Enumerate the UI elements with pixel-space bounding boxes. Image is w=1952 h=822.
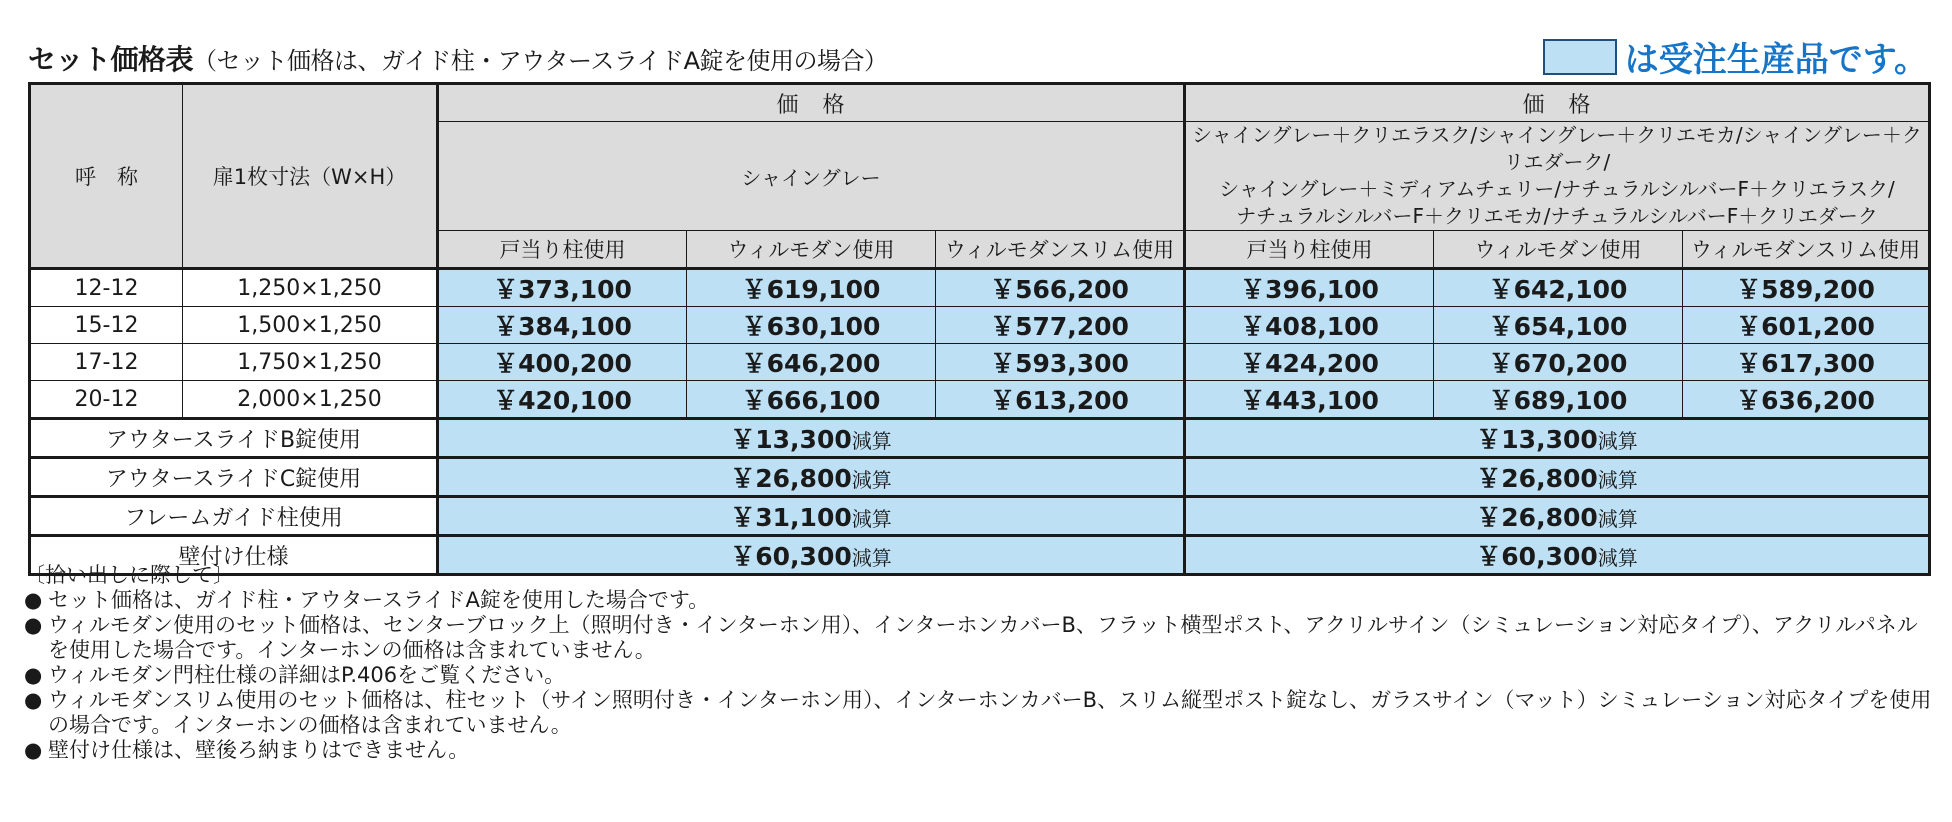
legend xyxy=(1543,32,1928,81)
page-header xyxy=(28,30,1928,80)
adjustment-label: アウタースライドB錠使用 xyxy=(30,419,438,458)
bullet-icon: ● xyxy=(24,688,43,712)
adjustment-amount: ￥60,300 xyxy=(730,542,852,571)
note-item xyxy=(24,588,1934,613)
price-cell: ￥396,100 xyxy=(1185,269,1434,307)
adjustment-row xyxy=(30,497,1930,536)
price-cell: ￥630,100 xyxy=(687,307,936,344)
note-text: ウィルモダン門柱仕様の詳細はP.406をご覧ください。 xyxy=(48,663,566,687)
header-name: 呼 称 xyxy=(30,84,183,269)
adjustment-suffix: 減算 xyxy=(1597,546,1638,570)
adjustment-suffix: 減算 xyxy=(851,507,892,531)
note-text: セット価格は、ガイド柱・アウタースライドA錠を使用した場合です。 xyxy=(48,588,710,612)
color-line: ナチュラルシルバーF＋クリエモカ/ナチュラルシルバーF＋クリエダーク xyxy=(1236,204,1878,228)
price-cell: ￥577,200 xyxy=(936,307,1185,344)
header-size: 扉1枚寸法（W×H） xyxy=(183,84,438,269)
adjustment-suffix: 減算 xyxy=(1597,468,1638,492)
price-cell: ￥400,200 xyxy=(438,344,687,381)
note-item xyxy=(24,738,1934,763)
notes-section xyxy=(24,563,1934,763)
adjustment-value-1 xyxy=(438,497,1185,536)
bullet-icon: ● xyxy=(24,588,43,612)
title-subtitle: （セット価格は、ガイド柱・アウタースライドA錠を使用の場合） xyxy=(193,47,888,75)
price-cell: ￥443,100 xyxy=(1185,381,1434,419)
price-cell: ￥654,100 xyxy=(1434,307,1683,344)
price-cell: ￥670,200 xyxy=(1434,344,1683,381)
legend-swatch xyxy=(1543,39,1617,75)
note-item xyxy=(24,613,1934,663)
note-text: 壁付け仕様は、壁後ろ納まりはできません。 xyxy=(48,738,470,762)
note-item xyxy=(24,688,1934,738)
adjustment-amount: ￥13,300 xyxy=(730,425,852,454)
notes-heading: 〔拾い出しに際して〕 xyxy=(24,563,234,587)
adjustment-value-2 xyxy=(1185,419,1930,458)
adjustment-suffix: 減算 xyxy=(851,468,892,492)
subheader-cell: ウィルモダンスリム使用 xyxy=(1683,231,1930,269)
row-name: 17-12 xyxy=(30,344,183,381)
adjustment-amount: ￥60,300 xyxy=(1476,542,1598,571)
subheader-cell: ウィルモダン使用 xyxy=(687,231,936,269)
adjustment-suffix: 減算 xyxy=(1597,507,1638,531)
adjustment-amount: ￥26,800 xyxy=(1476,503,1598,532)
adjustment-suffix: 減算 xyxy=(851,546,892,570)
price-cell: ￥636,200 xyxy=(1683,381,1930,419)
price-cell: ￥593,300 xyxy=(936,344,1185,381)
adjustment-amount: ￥13,300 xyxy=(1476,425,1598,454)
adjustment-amount: ￥26,800 xyxy=(1476,464,1598,493)
price-cell: ￥589,200 xyxy=(1683,269,1930,307)
row-size: 2,000×1,250 xyxy=(183,381,438,419)
title-text: セット価格表 xyxy=(28,43,194,76)
header-color-1: シャイングレー xyxy=(438,122,1185,231)
table-row xyxy=(30,269,1930,307)
note-text: ウィルモダン使用のセット価格は、センターブロック上（照明付き・インターホン用）、インターホンカバーB、フラット横型ポスト、アクリルサイン（シミュレーション対応タイプ）、アクリルパネルを使用した場合です。インターホンの価格は含まれていません。 xyxy=(48,613,1918,662)
table-row xyxy=(30,344,1930,381)
price-cell: ￥642,100 xyxy=(1434,269,1683,307)
price-cell: ￥424,200 xyxy=(1185,344,1434,381)
adjustment-suffix: 減算 xyxy=(851,429,892,453)
bullet-icon: ● xyxy=(24,738,43,762)
price-cell: ￥566,200 xyxy=(936,269,1185,307)
subheader-cell: 戸当り柱使用 xyxy=(438,231,687,269)
note-item xyxy=(24,663,1934,688)
header-color-2 xyxy=(1185,122,1930,231)
table-row xyxy=(30,381,1930,419)
adjustment-value-2 xyxy=(1185,497,1930,536)
adjustment-amount: ￥26,800 xyxy=(730,464,852,493)
adjustment-suffix: 減算 xyxy=(1597,429,1638,453)
price-table xyxy=(28,82,1931,576)
price-cell: ￥666,100 xyxy=(687,381,936,419)
row-size: 1,750×1,250 xyxy=(183,344,438,381)
price-cell: ￥601,200 xyxy=(1683,307,1930,344)
price-cell: ￥619,100 xyxy=(687,269,936,307)
header-price-group-2: 価 格 xyxy=(1185,84,1930,122)
price-cell: ￥420,100 xyxy=(438,381,687,419)
price-cell: ￥408,100 xyxy=(1185,307,1434,344)
color-line: シャイングレー＋クリエラスク/シャイングレー＋クリエモカ/シャイングレー＋クリエダーク/ xyxy=(1192,123,1922,174)
row-name: 15-12 xyxy=(30,307,183,344)
header-price-group-1: 価 格 xyxy=(438,84,1185,122)
row-name: 20-12 xyxy=(30,381,183,419)
row-size: 1,500×1,250 xyxy=(183,307,438,344)
adjustment-value-1 xyxy=(438,419,1185,458)
price-cell: ￥689,100 xyxy=(1434,381,1683,419)
adjustment-value-1 xyxy=(438,458,1185,497)
row-name: 12-12 xyxy=(30,269,183,307)
note-text: ウィルモダンスリム使用のセット価格は、柱セット（サイン照明付き・インターホン用）、インターホンカバーB、スリム縦型ポスト錠なし、ガラスサイン（マット）シミュレーション対応タイプを使用の場合です。インターホンの価格は含まれていません。 xyxy=(48,688,1932,737)
subheader-cell: ウィルモダン使用 xyxy=(1434,231,1683,269)
price-cell: ￥384,100 xyxy=(438,307,687,344)
adjustment-value-2 xyxy=(1185,458,1930,497)
subheader-cell: 戸当り柱使用 xyxy=(1185,231,1434,269)
price-cell: ￥617,300 xyxy=(1683,344,1930,381)
legend-text: は受注生産品です。 xyxy=(1624,40,1928,80)
adjustment-label: アウタースライドC錠使用 xyxy=(30,458,438,497)
table-row xyxy=(30,307,1930,344)
color-line: シャイングレー＋ミディアムチェリー/ナチュラルシルバーF＋クリエラスク/ xyxy=(1219,177,1895,201)
adjustment-amount: ￥31,100 xyxy=(730,503,852,532)
bullet-icon: ● xyxy=(24,613,43,637)
price-cell: ￥373,100 xyxy=(438,269,687,307)
price-cell: ￥613,200 xyxy=(936,381,1185,419)
bullet-icon: ● xyxy=(24,663,43,687)
adjustment-row xyxy=(30,458,1930,497)
adjustment-label: フレームガイド柱使用 xyxy=(30,497,438,536)
adjustment-label: 壁付け仕様 xyxy=(30,536,438,575)
price-cell: ￥646,200 xyxy=(687,344,936,381)
row-size: 1,250×1,250 xyxy=(183,269,438,307)
adjustment-row xyxy=(30,419,1930,458)
subheader-cell: ウィルモダンスリム使用 xyxy=(936,231,1185,269)
page-title xyxy=(28,38,888,78)
